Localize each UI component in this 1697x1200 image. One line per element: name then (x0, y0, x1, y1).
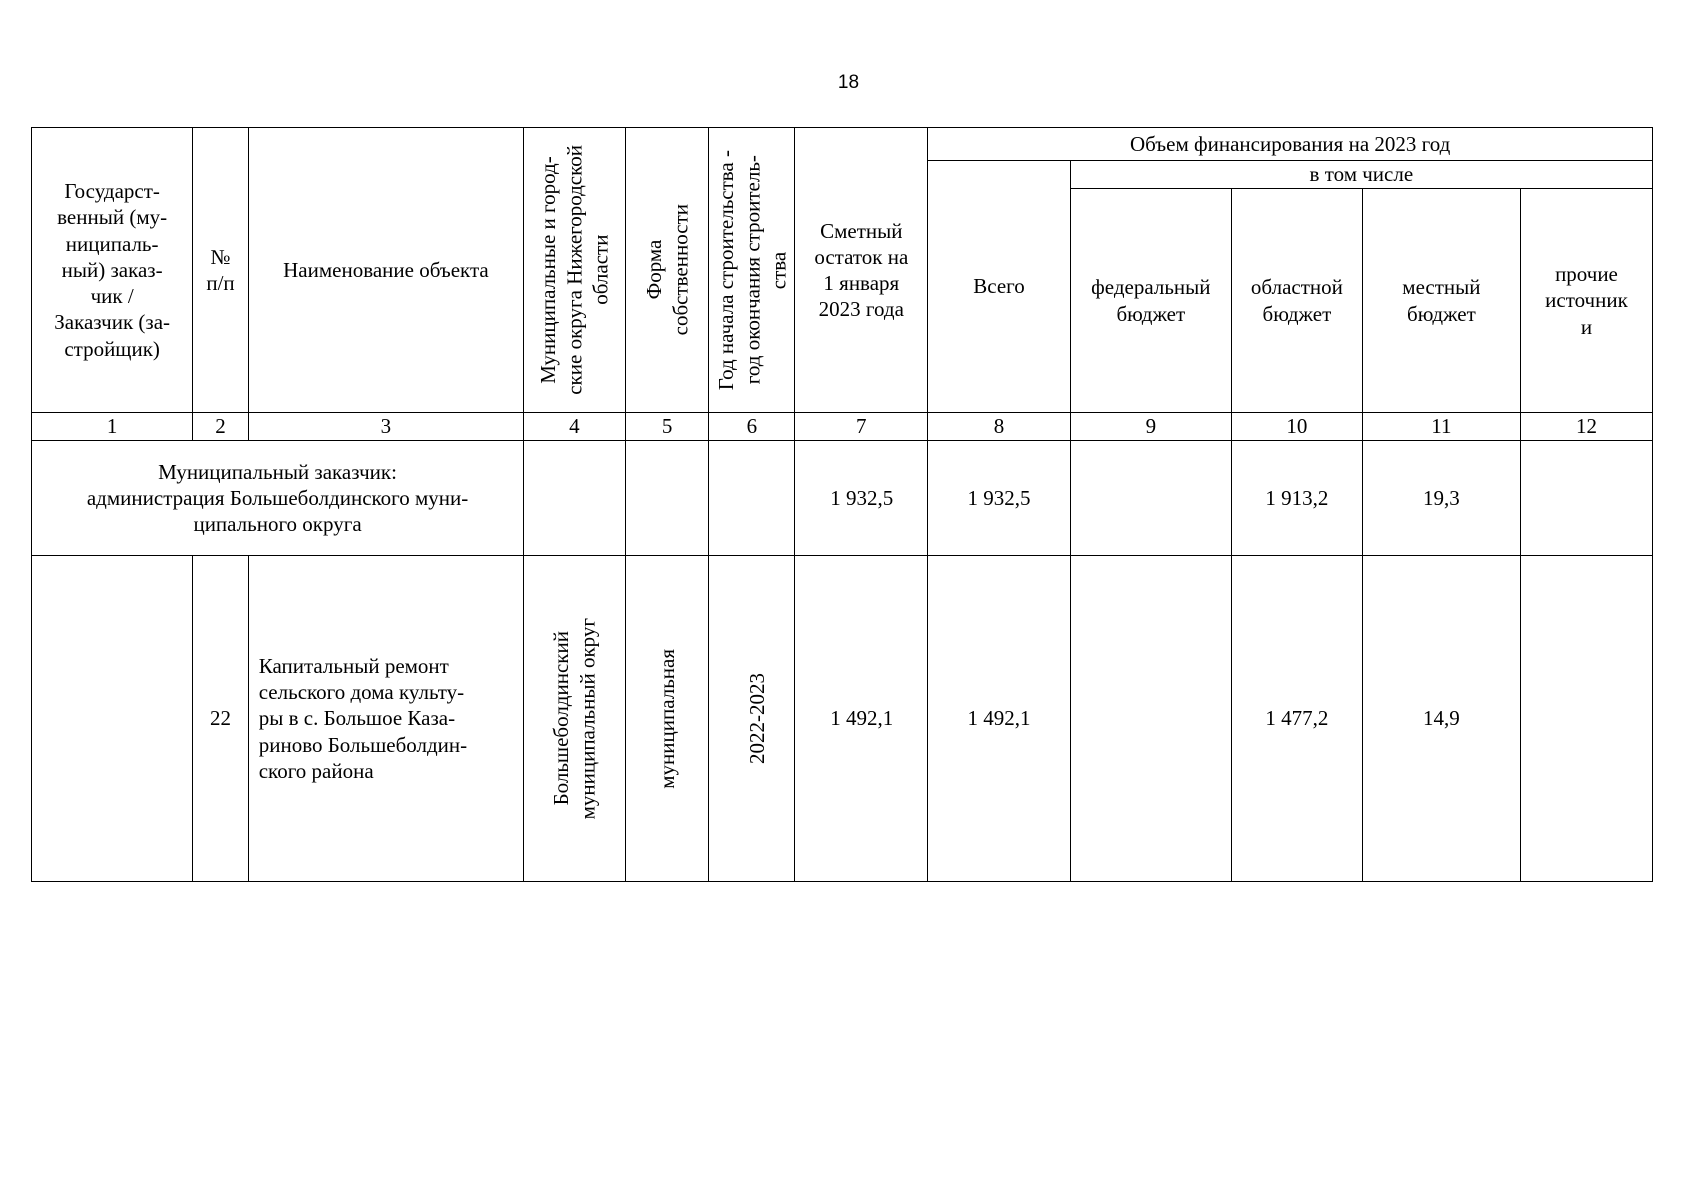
column-number: 1 (32, 413, 193, 441)
group-other (1520, 441, 1652, 556)
group-customer: Муниципальный заказчик: администрация Большеболдинского муни- ципального округа (32, 441, 524, 556)
header-years (709, 128, 795, 413)
group-row (32, 441, 1653, 556)
column-number: 10 (1231, 413, 1362, 441)
header-regional: областной бюджет (1231, 189, 1362, 413)
object-ownership-text: муниципальная (654, 648, 679, 789)
header-district-text: Муниципальные и город- ские округа Нижегородской области (536, 145, 613, 395)
object-years-text: 2022-2023 (744, 673, 769, 764)
column-number: 8 (928, 413, 1070, 441)
header-including: в том числе (1070, 161, 1652, 189)
column-number: 7 (795, 413, 928, 441)
header-other: прочие источник и (1520, 189, 1652, 413)
object-row (32, 556, 1653, 882)
column-number: 4 (524, 413, 626, 441)
object-district (524, 556, 626, 882)
header-years-text: Год начала строительства - год окончания строитель- ства (713, 149, 790, 391)
page-number: 18 (837, 72, 860, 93)
column-number: 5 (625, 413, 709, 441)
column-number-row (32, 413, 1653, 441)
column-number: 6 (709, 413, 795, 441)
column-number: 11 (1362, 413, 1520, 441)
header-federal: федеральный бюджет (1070, 189, 1231, 413)
header-customer: Государст- венный (му- ниципаль- ный) заказ- чик / Заказчик (за- стройщик) (32, 128, 193, 413)
header-object-name: Наименование объекта (248, 128, 523, 413)
object-balance (795, 556, 928, 882)
investment-table (31, 127, 1653, 882)
object-number: 22 (193, 556, 248, 882)
group-district (524, 441, 626, 556)
object-other (1520, 556, 1652, 882)
object-customer (32, 556, 193, 882)
group-total: 1 932,5 (928, 441, 1070, 556)
header-balance: Сметный остаток на 1 января 2023 года (795, 128, 928, 413)
object-ownership (625, 556, 709, 882)
object-total: 1 492,1 (928, 556, 1070, 882)
group-regional: 1 913,2 (1231, 441, 1362, 556)
header-number: № п/п (193, 128, 248, 413)
object-federal (1070, 556, 1231, 882)
header-funding: Объем финансирования на 2023 год (928, 128, 1653, 161)
group-ownership (625, 441, 709, 556)
group-balance-value: 1 932,5 (830, 485, 894, 510)
object-regional: 1 477,2 (1231, 556, 1362, 882)
object-years (709, 556, 795, 882)
group-federal (1070, 441, 1231, 556)
object-local: 14,9 (1362, 556, 1520, 882)
group-balance (795, 441, 928, 556)
column-number: 12 (1520, 413, 1652, 441)
object-district-text: Большеболдинский муниципальный округ (549, 617, 600, 820)
header-local: местный бюджет (1362, 189, 1520, 413)
column-number: 9 (1070, 413, 1231, 441)
object-balance-value: 1 492,1 (830, 706, 894, 731)
header-ownership (625, 128, 709, 413)
header-total: Всего (928, 161, 1070, 413)
header-ownership-text: Форма собственности (641, 204, 693, 336)
group-years (709, 441, 795, 556)
column-number: 2 (193, 413, 248, 441)
column-number: 3 (248, 413, 523, 441)
object-name: Капитальный ремонт сельского дома культу- ры в с. Большое Каза- риново Большеболдин- ского района (248, 556, 523, 882)
group-local: 19,3 (1362, 441, 1520, 556)
header-district (524, 128, 626, 413)
